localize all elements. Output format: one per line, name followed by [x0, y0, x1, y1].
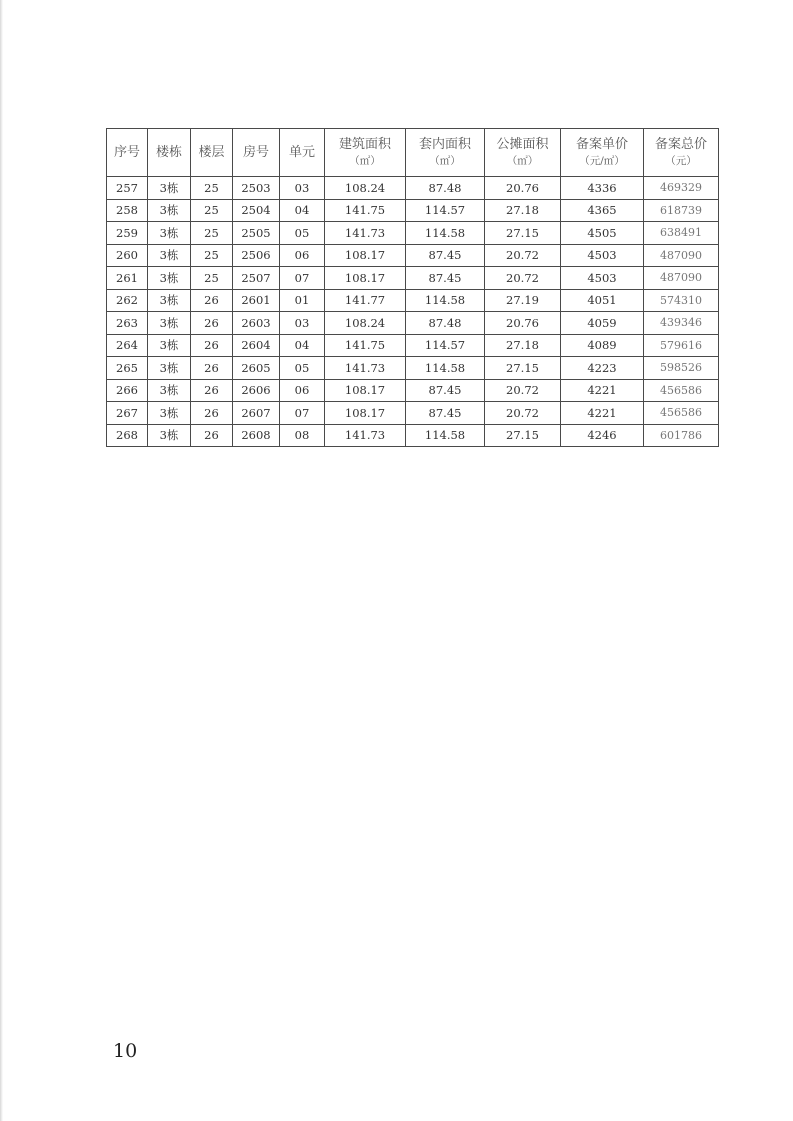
cell-gross-area: 141.75: [325, 199, 406, 222]
cell-shared-area: 27.18: [485, 199, 561, 222]
cell-room-number: 2607: [233, 402, 280, 425]
cell-total-price: 618739: [644, 199, 719, 222]
cell-serial-number: 268: [107, 424, 148, 447]
cell-unit: 03: [280, 177, 325, 200]
cell-room-number: 2604: [233, 334, 280, 357]
cell-unit-price: 4089: [561, 334, 644, 357]
cell-net-area: 114.58: [406, 222, 485, 245]
cell-gross-area: 108.17: [325, 244, 406, 267]
table-body: [107, 177, 719, 447]
column-header-label: 套内面积: [418, 136, 471, 152]
cell-building: 3栋: [148, 177, 191, 200]
cell-net-area: 87.45: [406, 379, 485, 402]
cell-total-price: 574310: [644, 289, 719, 312]
scan-page-edge: [0, 0, 3, 1121]
cell-net-area: 114.58: [406, 289, 485, 312]
cell-unit-price: 4051: [561, 289, 644, 312]
cell-shared-area: 20.72: [485, 402, 561, 425]
cell-total-price: 579616: [644, 334, 719, 357]
cell-gross-area: 141.73: [325, 222, 406, 245]
column-header-unit: （㎡）: [506, 154, 539, 167]
cell-net-area: 87.45: [406, 267, 485, 290]
header-row: [107, 129, 719, 177]
cell-gross-area: 141.75: [325, 334, 406, 357]
cell-serial-number: 257: [107, 177, 148, 200]
column-header-total-price: [644, 129, 719, 177]
table-row: [107, 244, 719, 267]
column-header-label: 公摊面积: [496, 136, 549, 152]
cell-serial-number: 267: [107, 402, 148, 425]
cell-net-area: 114.58: [406, 424, 485, 447]
table-row: [107, 222, 719, 245]
cell-total-price: 487090: [644, 244, 719, 267]
table-row: [107, 379, 719, 402]
column-header-serial-number: [107, 129, 148, 177]
cell-shared-area: 20.76: [485, 312, 561, 335]
cell-total-price: 598526: [644, 357, 719, 380]
table-row: [107, 402, 719, 425]
page-number: 10: [113, 1040, 138, 1062]
cell-shared-area: 20.72: [485, 379, 561, 402]
cell-shared-area: 27.15: [485, 424, 561, 447]
cell-serial-number: 263: [107, 312, 148, 335]
table-row: [107, 289, 719, 312]
cell-shared-area: 20.76: [485, 177, 561, 200]
cell-unit: 03: [280, 312, 325, 335]
cell-building: 3栋: [148, 357, 191, 380]
cell-gross-area: 108.17: [325, 402, 406, 425]
cell-room-number: 2506: [233, 244, 280, 267]
column-header-label: 备案总价: [654, 136, 707, 152]
cell-building: 3栋: [148, 199, 191, 222]
cell-unit-price: 4221: [561, 402, 644, 425]
column-header-label: 序号: [113, 145, 140, 160]
cell-serial-number: 260: [107, 244, 148, 267]
cell-shared-area: 20.72: [485, 244, 561, 267]
cell-building: 3栋: [148, 222, 191, 245]
cell-unit-price: 4503: [561, 267, 644, 290]
cell-unit-price: 4505: [561, 222, 644, 245]
column-header-unit: （㎡）: [429, 154, 461, 167]
cell-serial-number: 264: [107, 334, 148, 357]
cell-serial-number: 258: [107, 199, 148, 222]
cell-room-number: 2606: [233, 379, 280, 402]
cell-room-number: 2605: [233, 357, 280, 380]
cell-gross-area: 108.24: [325, 177, 406, 200]
cell-building: 3栋: [148, 402, 191, 425]
column-header-label: 单元: [288, 145, 315, 160]
cell-unit: 05: [280, 222, 325, 245]
cell-gross-area: 108.24: [325, 312, 406, 335]
cell-room-number: 2601: [233, 289, 280, 312]
cell-floor: 25: [191, 177, 233, 200]
cell-shared-area: 27.15: [485, 357, 561, 380]
cell-gross-area: 108.17: [325, 379, 406, 402]
cell-total-price: 439346: [644, 312, 719, 335]
cell-total-price: 469329: [644, 177, 719, 200]
table-row: [107, 424, 719, 447]
cell-serial-number: 265: [107, 357, 148, 380]
cell-unit: 05: [280, 357, 325, 380]
cell-serial-number: 261: [107, 267, 148, 290]
cell-unit-price: 4336: [561, 177, 644, 200]
table-header: [107, 129, 719, 177]
table-row: [107, 357, 719, 380]
cell-floor: 25: [191, 267, 233, 290]
column-header-unit-price: [561, 129, 644, 177]
cell-floor: 26: [191, 357, 233, 380]
cell-unit-price: 4223: [561, 357, 644, 380]
cell-building: 3栋: [148, 244, 191, 267]
cell-shared-area: 20.72: [485, 267, 561, 290]
cell-unit: 08: [280, 424, 325, 447]
column-header-unit: （㎡）: [349, 154, 381, 167]
column-header-label: 建筑面积: [338, 136, 391, 152]
cell-unit-price: 4365: [561, 199, 644, 222]
table-row: [107, 267, 719, 290]
column-header-shared-area: [485, 129, 561, 177]
cell-shared-area: 27.19: [485, 289, 561, 312]
cell-room-number: 2603: [233, 312, 280, 335]
cell-shared-area: 27.15: [485, 222, 561, 245]
cell-shared-area: 27.18: [485, 334, 561, 357]
cell-unit: 07: [280, 267, 325, 290]
cell-serial-number: 266: [107, 379, 148, 402]
cell-building: 3栋: [148, 379, 191, 402]
cell-unit-price: 4059: [561, 312, 644, 335]
cell-room-number: 2507: [233, 267, 280, 290]
cell-floor: 25: [191, 222, 233, 245]
cell-building: 3栋: [148, 267, 191, 290]
housing-price-table: [106, 128, 719, 447]
cell-room-number: 2505: [233, 222, 280, 245]
column-header-unit: （元/㎡）: [579, 154, 625, 167]
column-header-unit: [280, 129, 325, 177]
table-row: [107, 334, 719, 357]
cell-unit: 06: [280, 244, 325, 267]
cell-unit-price: 4221: [561, 379, 644, 402]
cell-building: 3栋: [148, 312, 191, 335]
cell-building: 3栋: [148, 334, 191, 357]
cell-room-number: 2608: [233, 424, 280, 447]
cell-room-number: 2503: [233, 177, 280, 200]
cell-floor: 26: [191, 312, 233, 335]
cell-room-number: 2504: [233, 199, 280, 222]
column-header-label: 备案单价: [575, 136, 628, 152]
cell-serial-number: 259: [107, 222, 148, 245]
cell-unit: 07: [280, 402, 325, 425]
cell-total-price: 601786: [644, 424, 719, 447]
column-header-unit: （元）: [665, 154, 697, 167]
cell-net-area: 114.57: [406, 334, 485, 357]
cell-floor: 25: [191, 244, 233, 267]
table-row: [107, 312, 719, 335]
cell-net-area: 87.48: [406, 177, 485, 200]
table-row: [107, 177, 719, 200]
cell-floor: 26: [191, 379, 233, 402]
cell-net-area: 87.48: [406, 312, 485, 335]
cell-building: 3栋: [148, 424, 191, 447]
cell-net-area: 114.58: [406, 357, 485, 380]
cell-total-price: 456586: [644, 379, 719, 402]
cell-building: 3栋: [148, 289, 191, 312]
cell-unit: 01: [280, 289, 325, 312]
cell-total-price: 456586: [644, 402, 719, 425]
cell-floor: 25: [191, 199, 233, 222]
column-header-floor: [191, 129, 233, 177]
cell-net-area: 114.57: [406, 199, 485, 222]
cell-unit-price: 4246: [561, 424, 644, 447]
cell-gross-area: 108.17: [325, 267, 406, 290]
column-header-room-number: [233, 129, 280, 177]
cell-gross-area: 141.73: [325, 424, 406, 447]
cell-net-area: 87.45: [406, 402, 485, 425]
table-row: [107, 199, 719, 222]
column-header-building: [148, 129, 191, 177]
cell-gross-area: 141.73: [325, 357, 406, 380]
column-header-label: 房号: [242, 145, 269, 160]
cell-serial-number: 262: [107, 289, 148, 312]
cell-floor: 26: [191, 289, 233, 312]
column-header-label: 楼栋: [155, 145, 182, 160]
cell-unit: 04: [280, 199, 325, 222]
column-header-label: 楼层: [198, 145, 225, 160]
cell-floor: 26: [191, 334, 233, 357]
cell-net-area: 87.45: [406, 244, 485, 267]
cell-unit: 04: [280, 334, 325, 357]
cell-floor: 26: [191, 424, 233, 447]
column-header-net-area: [406, 129, 485, 177]
cell-unit-price: 4503: [561, 244, 644, 267]
cell-gross-area: 141.77: [325, 289, 406, 312]
cell-unit: 06: [280, 379, 325, 402]
cell-floor: 26: [191, 402, 233, 425]
column-header-gross-area: [325, 129, 406, 177]
cell-total-price: 638491: [644, 222, 719, 245]
cell-total-price: 487090: [644, 267, 719, 290]
